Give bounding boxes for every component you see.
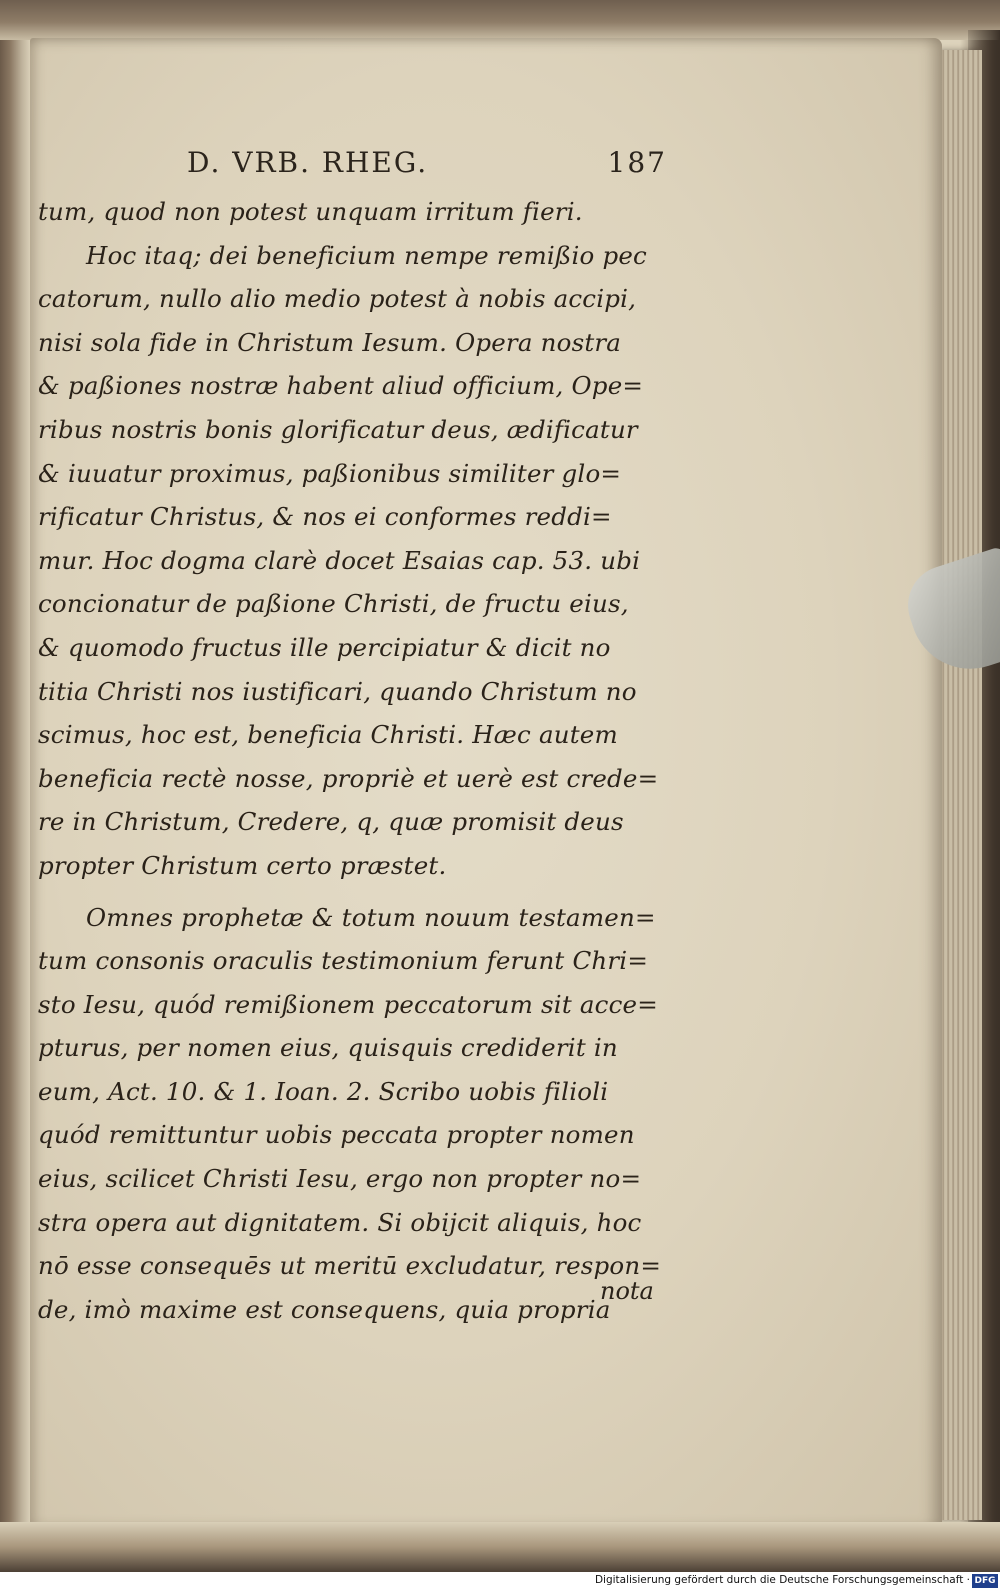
text-line: catorum, nullo alio medio potest à nobis accipi, xyxy=(38,284,637,314)
text-line: propter Christum certo præstet. xyxy=(38,850,447,880)
text-line: sto Iesu, quód remißionem peccatorum sit acce= xyxy=(38,989,658,1019)
text-line: eius, scilicet Christi Iesu, ergo non propter no= xyxy=(38,1164,642,1194)
dfg-logo-icon: DFG xyxy=(972,1574,998,1588)
text-line: titia Christi nos iustificari, quando Christum no xyxy=(38,676,637,706)
text-line: concionatur de paßione Christi, de fructu eius, xyxy=(38,589,629,619)
text-line: quód remittuntur uobis peccata propter nomen xyxy=(38,1120,635,1150)
text-line: nisi sola fide in Christum Iesum. Opera nostra xyxy=(38,327,622,357)
text-line: de, imò maxime est consequens, quia propria xyxy=(38,1294,611,1324)
footer-bar xyxy=(0,1572,1000,1591)
text-line: Omnes prophetæ & totum nouum testamen= xyxy=(86,902,656,932)
text-line: re in Christum, Credere, q, quæ promisit deus xyxy=(38,807,624,837)
page-header xyxy=(187,146,667,186)
text-line: & quomodo fructus ille percipiatur & dicit no xyxy=(38,632,611,662)
catchword: nota xyxy=(600,1277,654,1305)
text-line: eum, Act. 10. & 1. Ioan. 2. Scribo uobis filioli xyxy=(38,1076,609,1106)
book-bottom-edge xyxy=(0,1522,1000,1572)
page-number: 187 xyxy=(607,146,667,179)
text-line: Hoc itaq; dei beneficium nempe remißio pec xyxy=(86,240,647,270)
text-line: nō esse consequēs ut meritū excludatur, respon= xyxy=(38,1251,662,1281)
funding-credit: Digitalisierung gefördert durch die Deutsche Forschungsgemeinschaft · xyxy=(594,1574,970,1586)
text-line: beneficia rectè nosse, propriè et uerè est crede= xyxy=(38,763,659,793)
text-line: pturus, per nomen eius, quisquis crediderit in xyxy=(38,1033,618,1063)
book-top-edge xyxy=(0,0,1000,40)
text-line: scimus, hoc est, beneficia Christi. Hæc autem xyxy=(38,720,618,750)
running-head: D. VRB. RHEG. xyxy=(187,146,429,179)
text-line: & iuuatur proximus, paßionibus similiter glo= xyxy=(38,458,622,488)
body-text xyxy=(38,190,668,1331)
text-line: rificatur Christus, & nos ei conformes reddi= xyxy=(38,502,612,532)
text-line: tum, quod non potest unquam irritum fieri. xyxy=(38,197,583,226)
text-line: stra opera aut dignitatem. Si obijcit aliquis, hoc xyxy=(38,1207,642,1237)
text-line: ribus nostris bonis glorificatur deus, ædificatur xyxy=(38,414,638,444)
text-line: tum consonis oraculis testimonium ferunt Chri= xyxy=(38,946,649,976)
text-line: mur. Hoc dogma clarè docet Esaias cap. 53. ubi xyxy=(38,545,641,575)
text-line: & paßiones nostræ habent aliud officium, Ope= xyxy=(38,371,644,401)
